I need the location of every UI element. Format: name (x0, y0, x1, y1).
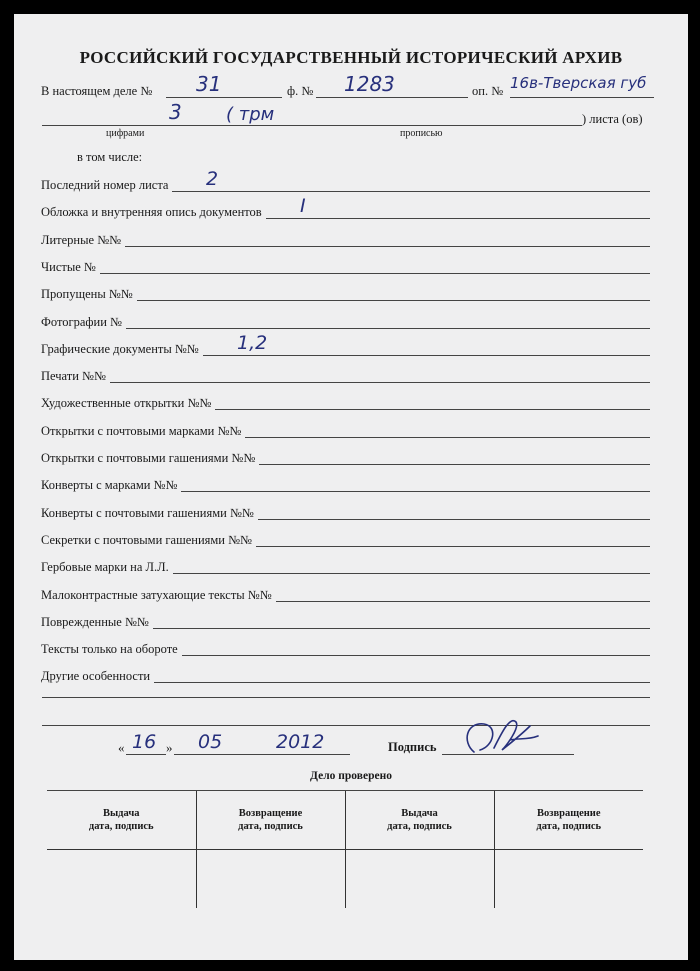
field-line[interactable] (256, 546, 650, 547)
field-line[interactable] (153, 628, 650, 629)
sheets-digits-value: 3 (169, 100, 182, 124)
opis-label: оп. № (472, 84, 504, 98)
date-month-year-line (174, 754, 350, 755)
field-label: Пропущены №№ (41, 287, 133, 301)
delo-value: 31 (196, 72, 222, 96)
field-label: Конверты с марками №№ (41, 478, 178, 492)
field-label: Открытки с почтовыми гашениями №№ (41, 451, 256, 465)
field-label: Печати №№ (41, 369, 106, 383)
cell-issue-1[interactable] (47, 850, 196, 909)
field-label: Художественные открытки №№ (41, 396, 212, 410)
field-label: Графические документы №№ (41, 342, 199, 356)
including-label: в том числе: (77, 150, 143, 164)
opis-value: 16в-Тверская губ (510, 74, 647, 92)
caption-digits: цифрами (106, 128, 145, 139)
field-line[interactable] (258, 519, 650, 520)
cell-return-2[interactable] (494, 850, 643, 909)
field-label: Открытки с почтовыми марками №№ (41, 424, 242, 438)
field-label: Конверты с почтовыми гашениями №№ (41, 506, 254, 520)
fond-label: ф. № (287, 84, 314, 98)
field-line[interactable] (154, 682, 650, 683)
field-line[interactable] (203, 355, 650, 356)
field-value: 1,2 (237, 332, 268, 354)
field-line[interactable] (137, 300, 650, 301)
field-line[interactable] (172, 191, 650, 192)
field-line[interactable] (110, 382, 650, 383)
cell-return-1[interactable] (196, 850, 345, 909)
field-label: Литерные №№ (41, 233, 122, 247)
date-day: 16 (132, 731, 157, 753)
field-label: Тексты только на обороте (41, 642, 178, 656)
field-line[interactable] (276, 601, 650, 602)
sheets-words-value: ( трм (226, 104, 275, 125)
field-value: I (300, 195, 306, 217)
field-line[interactable] (259, 464, 650, 465)
opis-line (510, 97, 654, 98)
date-month: 05 (198, 731, 223, 753)
checked-title: Дело проверено (310, 770, 392, 782)
field-line[interactable] (100, 273, 650, 274)
field-label: Другие особенности (41, 669, 151, 683)
field-label: Поврежденные №№ (41, 615, 149, 629)
field-label: Гербовые марки на Л.Л. (41, 560, 169, 574)
col-issue-2: Выдача дата, подпись (345, 791, 494, 850)
field-line[interactable] (182, 655, 650, 656)
checked-table (47, 791, 643, 908)
field-value: 2 (206, 168, 219, 190)
sheets-line (42, 125, 582, 126)
fond-value: 1283 (344, 72, 395, 96)
date-day-line (126, 754, 166, 755)
archive-form-sheet (14, 14, 688, 960)
extra-line-1 (42, 697, 650, 698)
signature-label: Подпись (388, 740, 437, 754)
field-label: Малоконтрастные затухающие тексты №№ (41, 588, 272, 602)
field-line[interactable] (125, 246, 650, 247)
field-line[interactable] (215, 409, 650, 410)
delo-line (166, 97, 282, 98)
col-return-1: Возвращение дата, подпись (196, 791, 345, 850)
field-line[interactable] (245, 437, 650, 438)
fond-line (316, 97, 468, 98)
extra-line-2 (42, 725, 650, 726)
field-line[interactable] (173, 573, 650, 574)
sheets-suffix: ) листа (ов) (582, 112, 643, 126)
field-label: Фотографии № (41, 315, 122, 329)
col-return-2: Возвращение дата, подпись (494, 791, 643, 850)
field-label: Секретки с почтовыми гашениями №№ (41, 533, 252, 547)
field-label: Обложка и внутренняя опись документов (41, 205, 262, 219)
delo-label: В настоящем деле № (41, 84, 153, 98)
field-label: Чистые № (41, 260, 96, 274)
handwritten-signature (454, 712, 544, 758)
field-line[interactable] (266, 218, 650, 219)
caption-words: прописью (400, 128, 443, 139)
page-title: РОССИЙСКИЙ ГОСУДАРСТВЕННЫЙ ИСТОРИЧЕСКИЙ АРХИВ (79, 48, 623, 67)
date-open-quote: « (118, 740, 125, 755)
cell-issue-2[interactable] (345, 850, 494, 909)
date-close-quote: » (166, 740, 173, 755)
col-issue-1: Выдача дата, подпись (47, 791, 196, 850)
field-line[interactable] (181, 491, 650, 492)
field-label: Последний номер листа (41, 178, 169, 192)
field-line[interactable] (126, 328, 650, 329)
date-year: 2012 (276, 731, 325, 753)
